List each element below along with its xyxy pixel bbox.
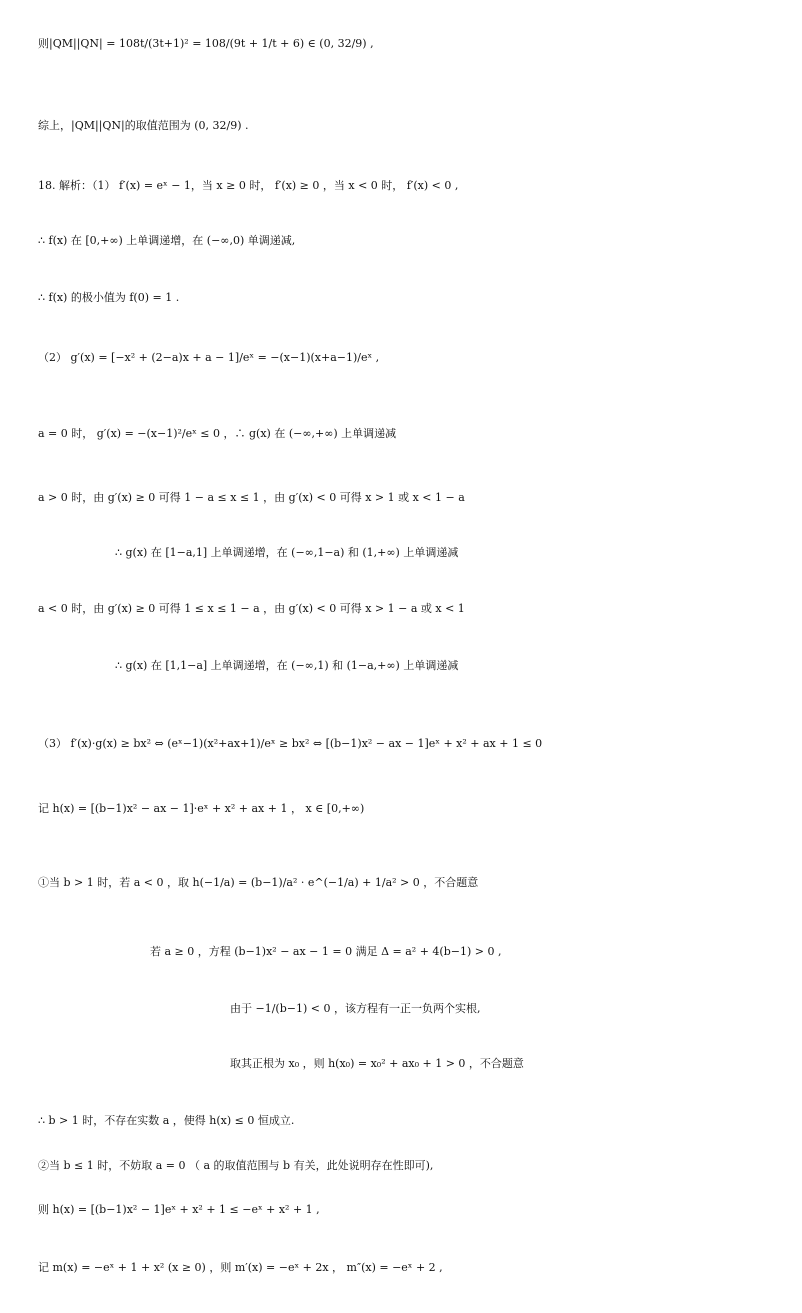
text-line-18: ∴ b > 1 时，不存在实数 a ，使得 h(x) ≤ 0 恒成立. [38,1114,295,1127]
text-line-04: ∴ f(x) 在 [0,+∞) 上单调递增，在 (−∞,0) 单调递减, [38,234,296,247]
text-line-15: 若 a ≥ 0 ，方程 (b−1)x² − ax − 1 = 0 满足 Δ = a² + 4(b−1) > 0 , [150,945,502,958]
text-line-17: 取其正根为 x₀ ，则 h(x₀) = x₀² + ax₀ + 1 > 0 ，不合题意 [230,1057,524,1070]
text-line-06: （2） g′(x) = [−x² + (2−a)x + a − 1]/eˣ = −(x−1)(x+a−1)/eˣ , [38,351,380,364]
text-line-14: ①当 b > 1 时，若 a < 0 ，取 h(−1/a) = (b−1)/a² · e^(−1/a) + 1/a² > 0 ，不合题意 [38,876,479,889]
text-line-09: ∴ g(x) 在 [1−a,1] 上单调递增，在 (−∞,1−a) 和 (1,+∞) 上单调递减 [115,546,459,559]
text-line-07: a = 0 时， g′(x) = −(x−1)²/eˣ ≤ 0 ，∴ g(x) 在 (−∞,+∞) 上单调递减 [38,427,397,440]
text-line-20: 则 h(x) = [(b−1)x² − 1]eˣ + x² + 1 ≤ −eˣ + x² + 1 , [38,1203,320,1216]
text-line-11: ∴ g(x) 在 [1,1−a] 上单调递增，在 (−∞,1) 和 (1−a,+∞) 上单调递减 [115,659,459,672]
text-line-08: a > 0 时，由 g′(x) ≥ 0 可得 1 − a ≤ x ≤ 1 ，由 g′(x) < 0 可得 x > 1 或 x < 1 − a [38,491,465,504]
text-line-21: 记 m(x) = −eˣ + 1 + x² (x ≥ 0) ，则 m′(x) = −eˣ + 2x ， m″(x) = −eˣ + 2 , [38,1261,443,1274]
text-line-13: 记 h(x) = [(b−1)x² − ax − 1]·eˣ + x² + ax + 1 ， x ∈ [0,+∞) [38,802,365,815]
text-line-16: 由于 −1/(b−1) < 0 ，该方程有一正一负两个实根, [230,1002,481,1015]
text-line-02: 综上，|QM||QN|的取值范围为 (0, 32/9) . [38,119,249,132]
text-line-19: ②当 b ≤ 1 时，不妨取 a = 0 （ a 的取值范围与 b 有关，此处说明存在性即可), [38,1159,434,1172]
text-line-12: （3） f′(x)·g(x) ≥ bx² ⇔ (eˣ−1)(x²+ax+1)/eˣ ≥ bx² ⇔ [(b−1)x² − ax − 1]eˣ + x² + ax + 1 ≤ 0 [38,737,543,750]
text-line-01: 则|QM||QN| = 108t/(3t+1)² = 108/(9t + 1/t + 6) ∈ (0, 32/9) , [38,37,374,50]
text-line-05: ∴ f(x) 的极小值为 f(0) = 1 . [38,291,180,304]
text-line-10: a < 0 时，由 g′(x) ≥ 0 可得 1 ≤ x ≤ 1 − a ，由 g′(x) < 0 可得 x > 1 − a 或 x < 1 [38,602,465,615]
text-line-03: 18. 解析：（1） f′(x) = eˣ − 1，当 x ≥ 0 时， f′(x) ≥ 0 ，当 x < 0 时， f′(x) < 0 , [38,179,459,192]
